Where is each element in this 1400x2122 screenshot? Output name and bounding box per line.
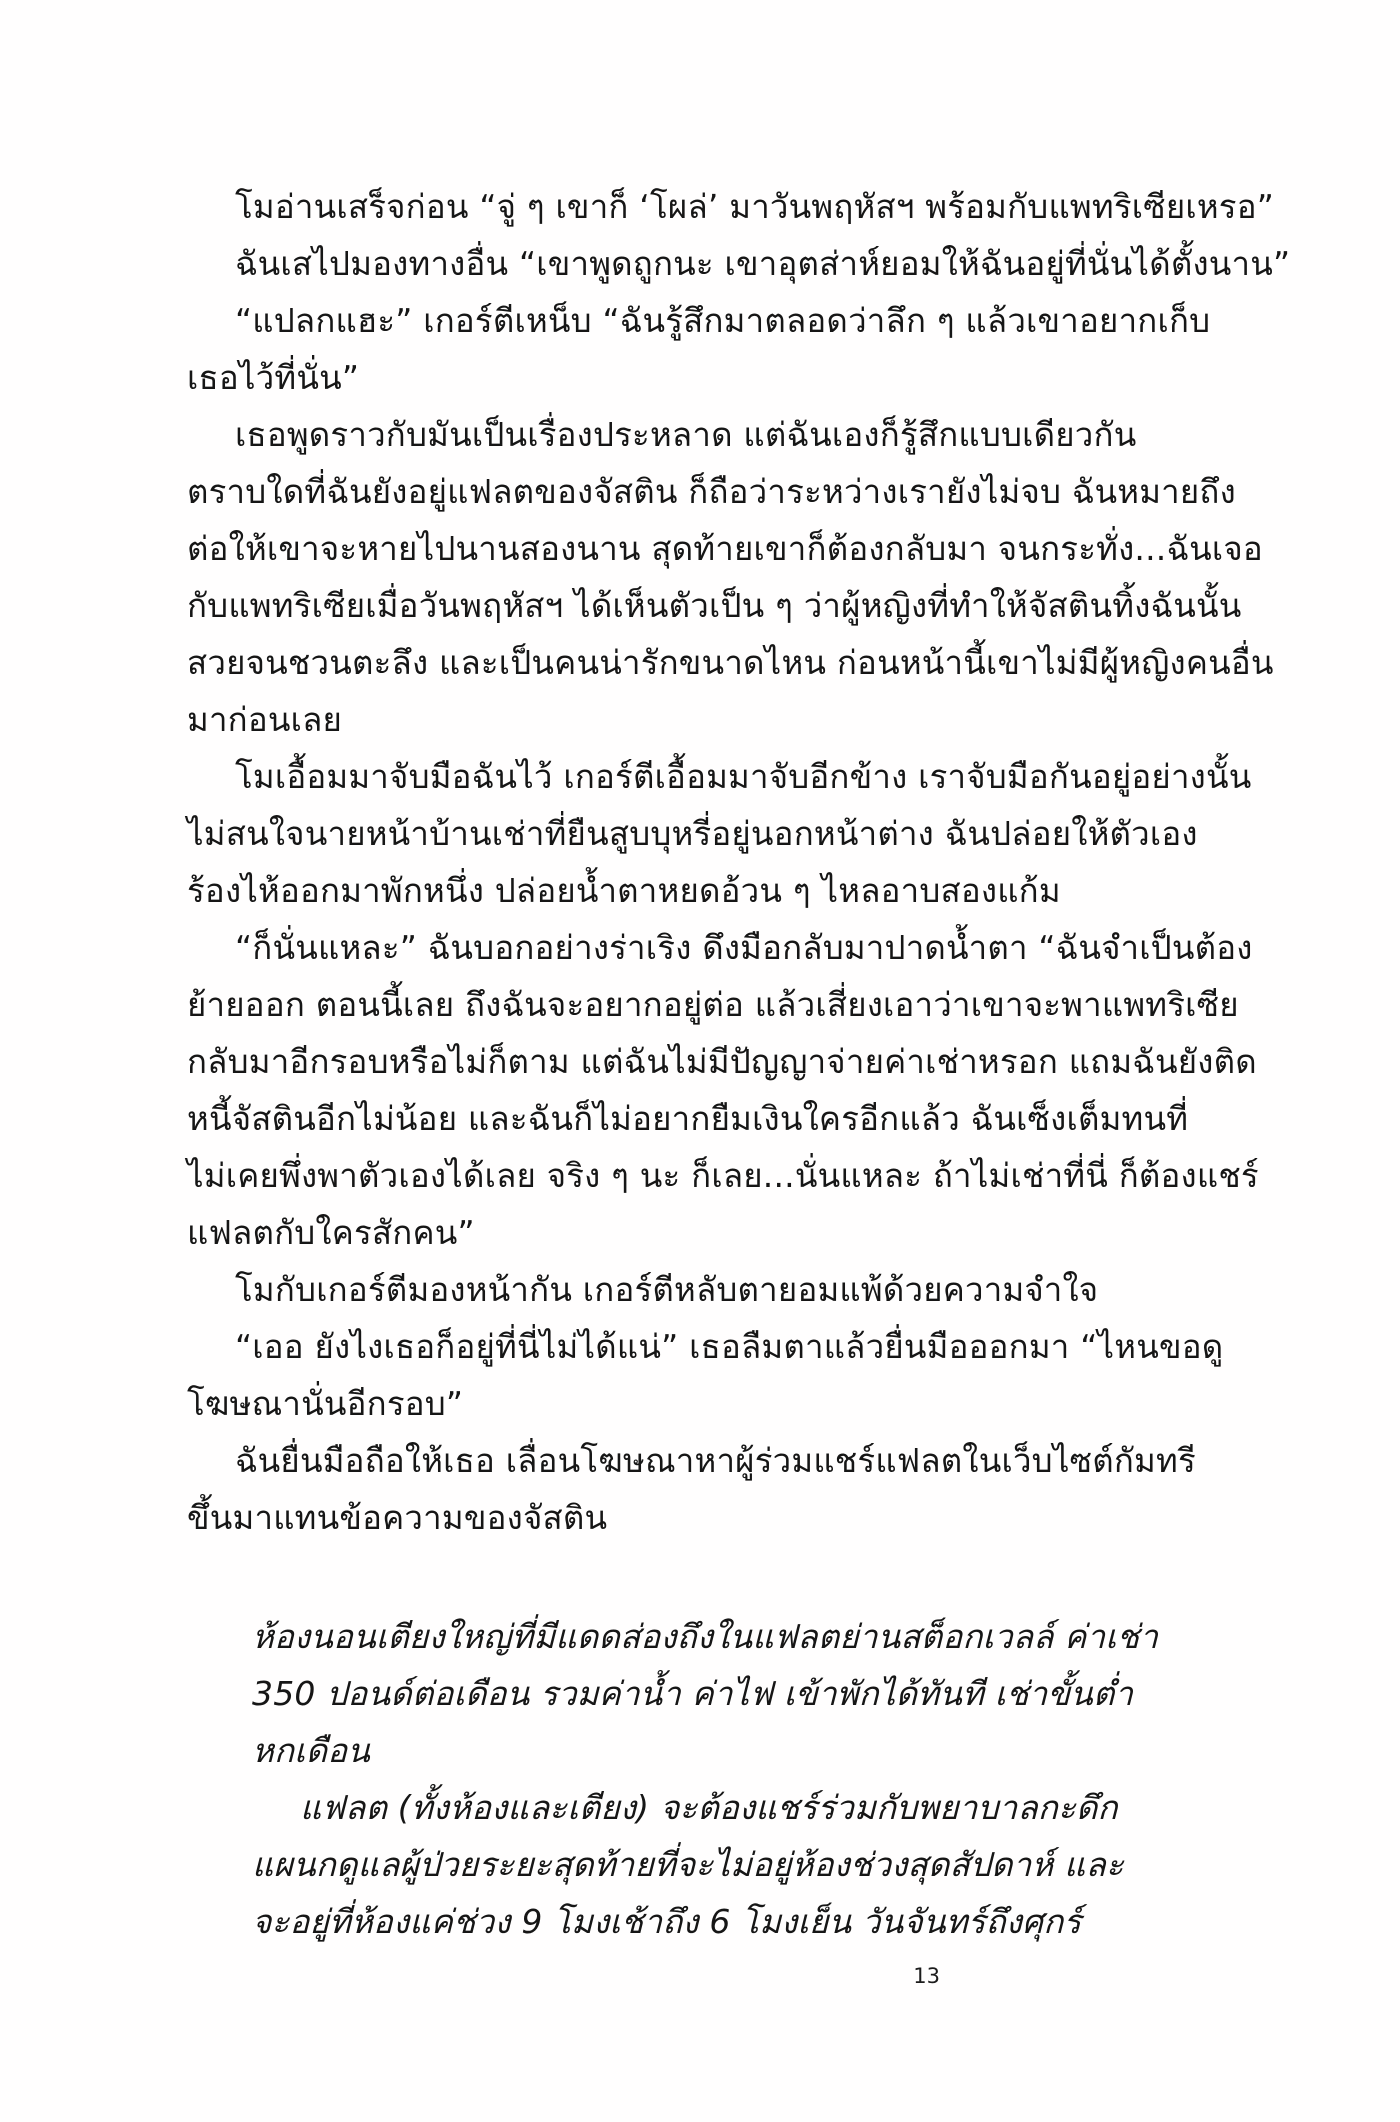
paragraph (187, 406, 1274, 748)
text-line: ฉันเสไปมองทางอื่น “เขาพูดถูกนะ เขาอุตส่าห์ยอมให้ฉันอยู่ที่นั่นได้ตั้งนาน” (235, 244, 1291, 283)
text-line: โมกับเกอร์ตีมองหน้ากัน เกอร์ตีหลับตายอมแพ้ด้วยความจำใจ (235, 1270, 1099, 1309)
text-line: หกเดือน (252, 1731, 371, 1770)
text-block (187, 178, 1291, 1950)
paragraph (187, 292, 1211, 406)
text-line: กลับมาอีกรอบหรือไม่ก็ตาม แต่ฉันไม่มีปัญญาจ่ายค่าเช่าหรอก แถมฉันยังติด (187, 1042, 1257, 1081)
text-line: โมอ่านเสร็จก่อน “จู่ ๆ เขาก็ ‘โผล่’ มาวันพฤหัสฯ พร้อมกับแพทริเซียเหรอ” (235, 187, 1275, 226)
paragraph (187, 1432, 1196, 1546)
paragraph (252, 1779, 1124, 1950)
text-line: “ก็นั่นแหละ” ฉันบอกอย่างร่าเริง ดึงมือกลับมาปาดน้ำตา “ฉันจำเป็นต้อง (235, 928, 1253, 967)
text-line: แฟลตกับใครสักคน” (187, 1213, 475, 1252)
text-line: แผนกดูแลผู้ป่วยระยะสุดท้ายที่จะไม่อยู่ห้องช่วงสุดสัปดาห์ และ (252, 1845, 1124, 1884)
text-line: ไม่สนใจนายหน้าบ้านเช่าที่ยืนสูบบุหรี่อยู่นอกหน้าต่าง ฉันปล่อยให้ตัวเอง (187, 814, 1198, 853)
text-line: แฟลต (ทั้งห้องและเตียง) จะต้องแชร์ร่วมกับพยาบาลกะดึก (300, 1788, 1118, 1827)
text-line: กับแพทริเซียเมื่อวันพฤหัสฯ ได้เห็นตัวเป็น ๆ ว่าผู้หญิงที่ทำให้จัสตินทิ้งฉันนั้น (187, 586, 1242, 625)
paragraph (187, 1261, 1099, 1318)
text-line: “แปลกแฮะ” เกอร์ตีเหน็บ “ฉันรู้สึกมาตลอดว่าลึก ๆ แล้วเขาอยากเก็บ (235, 301, 1211, 340)
narrative-text (187, 178, 1291, 1546)
text-line: ไม่เคยพึ่งพาตัวเองได้เลย จริง ๆ นะ ก็เลย...นั่นแหละ ถ้าไม่เช่าที่นี่ ก็ต้องแชร์ (187, 1156, 1259, 1195)
text-line: เธอไว้ที่นั่น” (187, 358, 360, 397)
paragraph (187, 919, 1259, 1261)
paragraph (187, 1318, 1224, 1432)
text-line: จะอยู่ที่ห้องแค่ช่วง 9 โมงเช้าถึง 6 โมงเย็น วันจันทร์ถึงศุกร์ (252, 1902, 1082, 1941)
text-line: โมเอื้อมมาจับมือฉันไว้ เกอร์ตีเอื้อมมาจับอีกข้าง เราจับมือกันอยู่อย่างนั้น (235, 757, 1252, 796)
text-line: สวยจนชวนตะลึง และเป็นคนน่ารักขนาดไหน ก่อนหน้านี้เขาไม่มีผู้หญิงคนอื่น (187, 643, 1274, 682)
paragraph (187, 178, 1275, 235)
text-line: ขึ้นมาแทนข้อความของจัสติน (187, 1498, 608, 1537)
text-line: ร้องไห้ออกมาพักหนึ่ง ปล่อยน้ำตาหยดอ้วน ๆ ไหลอาบสองแก้ม (187, 871, 1061, 910)
text-line: ต่อให้เขาจะหายไปนานสองนาน สุดท้ายเขาก็ต้องกลับมา จนกระทั่ง...ฉันเจอ (187, 529, 1263, 568)
paragraph (187, 235, 1291, 292)
text-line: โฆษณานั่นอีกรอบ” (187, 1384, 464, 1423)
text-line: เธอพูดราวกับมันเป็นเรื่องประหลาด แต่ฉันเองก็รู้สึกแบบเดียวกัน (235, 415, 1137, 454)
paragraph (252, 1608, 1159, 1779)
text-line: ตราบใดที่ฉันยังอยู่แฟลตของจัสติน ก็ถือว่าระหว่างเรายังไม่จบ ฉันหมายถึง (187, 472, 1236, 511)
flat-ad-quote (252, 1608, 1159, 1950)
text-line: หนี้จัสตินอีกไม่น้อย และฉันก็ไม่อยากยืมเงินใครอีกแล้ว ฉันเซ็งเต็มทนที่ (187, 1099, 1189, 1138)
text-line: ห้องนอนเตียงใหญ่ที่มีแดดส่องถึงในแฟลตย่านสต็อกเวลล์ ค่าเช่า (252, 1617, 1159, 1656)
text-line: 350 ปอนด์ต่อเดือน รวมค่าน้ำ ค่าไฟ เข้าพักได้ทันที เช่าขั้นต่ำ (252, 1674, 1134, 1713)
text-line: ย้ายออก ตอนนี้เลย ถึงฉันจะอยากอยู่ต่อ แล้วเสี่ยงเอาว่าเขาจะพาแพทริเซีย (187, 985, 1239, 1024)
page-number: 13 (913, 1964, 940, 1988)
text-line: “เออ ยังไงเธอก็อยู่ที่นี่ไม่ได้แน่” เธอลืมตาแล้วยื่นมือออกมา “ไหนขอดู (235, 1327, 1224, 1366)
text-line: ฉันยื่นมือถือให้เธอ เลื่อนโฆษณาหาผู้ร่วมแชร์แฟลตในเว็บไซต์กัมทรี (235, 1441, 1196, 1480)
text-line: มาก่อนเลย (187, 700, 343, 739)
paragraph (187, 748, 1252, 919)
